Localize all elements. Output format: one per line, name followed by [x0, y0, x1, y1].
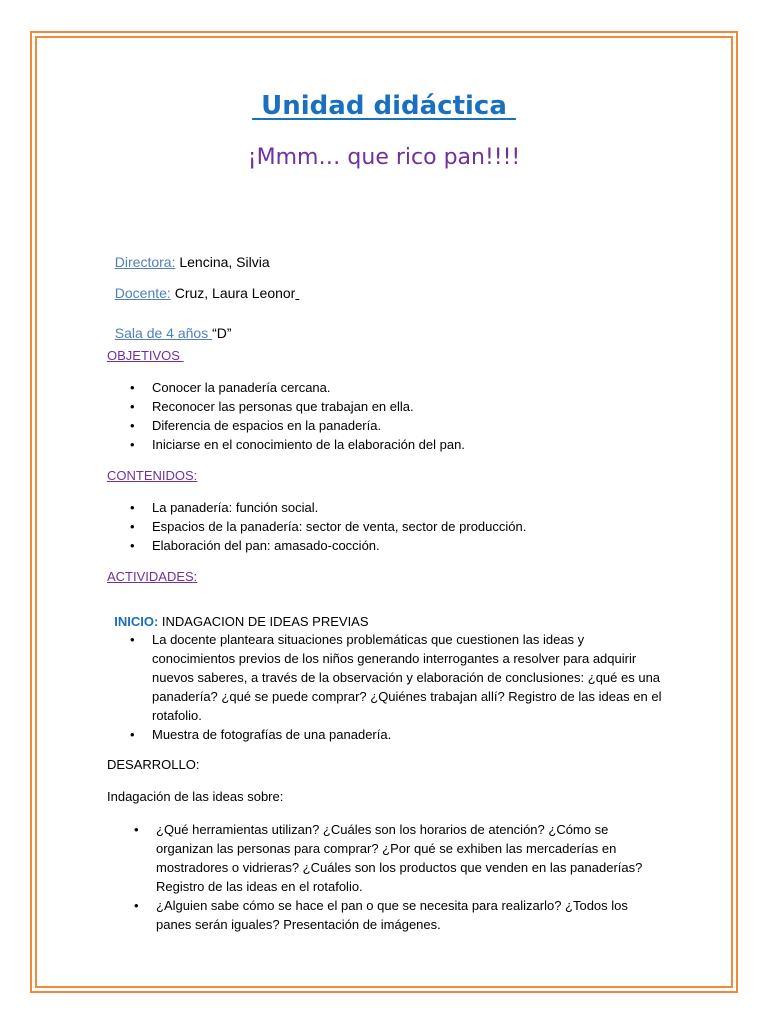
docente-value: Cruz, Laura Leonor — [174, 285, 296, 301]
inicio-list — [152, 630, 664, 744]
list-item: • Espacios de la panadería: sector de venta, sector de producción. — [152, 517, 672, 536]
sala-value: “D” — [212, 325, 232, 341]
list-item: • ¿Qué herramientas utilizan? ¿Cuáles son los horarios de atención? ¿Cómo se organizan las personas para comprar? ¿Por qué se exhiben las mercaderías en mostradores o vidrieras? ¿Cuáles son los productos que venden en las panaderías? Registro de las ideas en el rotafolio. — [156, 820, 664, 896]
page-title-text: Unidad didáctica — [261, 91, 507, 121]
contenidos-list — [152, 498, 672, 555]
list-item: • La docente planteara situaciones problemáticas que cuestionen las ideas y conocimientos previos de los niños generando interrogantes a resolver para adquirir nuevos saberes, a través de la observación y elaboración de conclusiones: ¿qué es una panadería? ¿qué se puede comprar? ¿Quiénes trabajan allí? Registro de las ideas en el rotafolio. — [152, 630, 664, 725]
directora-label: Directora: — [114, 254, 176, 270]
docente-label: Docente: — [114, 285, 171, 301]
list-item: • Reconocer las personas que trabajan en ella. — [152, 397, 672, 416]
list-item: • Iniciarse en el conocimiento de la elaboración del pan. — [152, 435, 672, 454]
objetivos-heading: OBJETIVOS — [107, 348, 180, 363]
contenidos-heading: CONTENIDOS: — [107, 468, 198, 483]
desarrollo-label: DESARROLLO: — [107, 757, 200, 772]
list-item: • Elaboración del pan: amasado-cocción. — [152, 536, 672, 555]
list-item: • Muestra de fotografías de una panadería. — [152, 725, 664, 744]
docente-field — [107, 269, 299, 301]
actividades-heading: ACTIVIDADES: — [107, 569, 198, 584]
sala-label: Sala de 4 años — [114, 325, 209, 341]
inicio-line — [107, 599, 369, 629]
directora-value: Lencina, Silvia — [179, 254, 270, 270]
list-item: • Diferencia de espacios en la panadería. — [152, 416, 672, 435]
directora-field — [107, 238, 270, 270]
list-item: • La panadería: función social. — [152, 498, 672, 517]
objetivos-list — [152, 378, 672, 454]
page-title — [0, 91, 768, 121]
inicio-label: INICIO: — [114, 614, 159, 629]
page-subtitle: ¡Mmm… que rico pan!!!! — [247, 145, 521, 170]
sala-field — [107, 309, 232, 341]
desarrollo-intro: Indagación de las ideas sobre: — [107, 789, 284, 804]
list-item: • Conocer la panadería cercana. — [152, 378, 672, 397]
inicio-text: INDAGACION DE IDEAS PREVIAS — [161, 614, 369, 629]
list-item: • ¿Alguien sabe cómo se hace el pan o que se necesita para realizarlo? ¿Todos los panes serán iguales? Presentación de imágenes. — [156, 896, 664, 934]
desarrollo-list — [156, 820, 664, 934]
